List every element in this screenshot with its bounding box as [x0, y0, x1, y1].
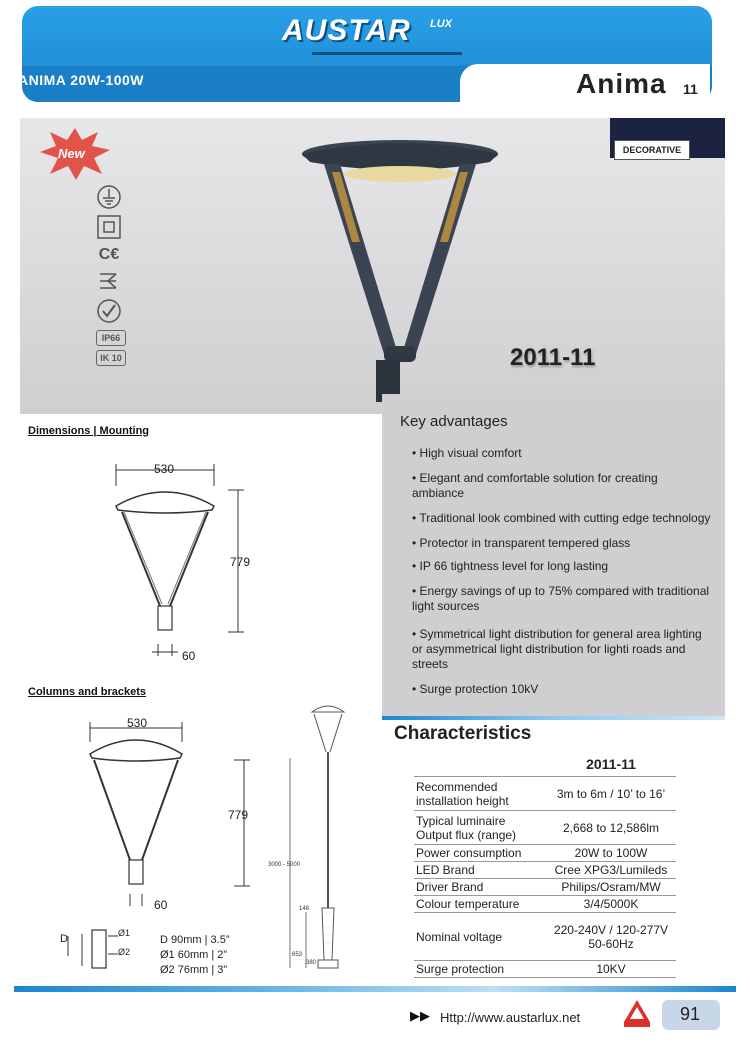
- footer-band: [14, 986, 736, 992]
- pole-drawing: [286, 698, 366, 974]
- advantages-title: Key advantages: [400, 413, 508, 430]
- table-row: [414, 811, 676, 845]
- pole-dim-a: 148: [299, 906, 310, 912]
- website-link[interactable]: Http://www.austarlux.net: [440, 1010, 581, 1025]
- product-name: Anima: [576, 68, 667, 99]
- tube-o1-label: Ø1: [118, 928, 131, 938]
- brand-logo: [272, 0, 482, 60]
- emc-mark-icon: [96, 270, 122, 292]
- columns-label: Columns and brackets: [28, 686, 146, 698]
- category-tag: DECORATIVE: [614, 140, 690, 160]
- footer-logo-icon: [622, 998, 652, 1028]
- page-number: 91: [680, 1004, 701, 1024]
- table-row: [414, 862, 676, 879]
- advantage-item: • IP 66 tightness level for long lasting: [412, 559, 609, 573]
- tube-spec-d: D 90mm | 3.5”: [160, 934, 230, 946]
- advantage-item: • Energy savings of up to 75% compared with traditional light sources: [412, 584, 710, 613]
- row-value: 10KV: [546, 961, 676, 978]
- row-value: 3m to 6m / 10’ to 16’: [546, 777, 676, 811]
- table-row: [414, 777, 676, 811]
- dimension-height: 779: [230, 555, 251, 569]
- row-value: Philips/Osram/MW: [546, 879, 676, 896]
- row-label: Nominal voltage: [414, 913, 546, 961]
- advantage-item: • Traditional look combined with cutting edge technology: [412, 511, 711, 525]
- row-value: 220-240V / 120-277V 50-60Hz: [546, 913, 676, 961]
- table-row: [414, 961, 676, 978]
- dimension-width: 530: [154, 462, 175, 476]
- row-label: Surge protection: [414, 961, 546, 978]
- ip66-badge: IP66: [96, 330, 126, 346]
- row-label: Power consumption: [414, 845, 546, 862]
- column-width: 530: [127, 716, 148, 730]
- row-value: Cree XPG3/Lumileds: [546, 862, 676, 879]
- row-label: LED Brand: [414, 862, 546, 879]
- advantage-item: • Symmetrical light distribution for general area lighting or asymmetrical light distribution for lighti roads and streets: [412, 627, 702, 671]
- logo-underline: [312, 52, 462, 55]
- row-label: Colour temperature: [414, 896, 546, 913]
- characteristics-table: [414, 752, 676, 978]
- pole-dim-b: 653: [292, 952, 303, 958]
- dimensions-label: Dimensions | Mounting: [28, 425, 150, 437]
- table-header-model: 2011-11: [546, 752, 676, 777]
- ik10-badge: IK 10: [96, 350, 126, 366]
- table-header-empty: [414, 752, 546, 777]
- column-base: 60: [154, 898, 168, 912]
- new-badge-text: New: [58, 146, 85, 161]
- advantage-item: • Elegant and comfortable solution for creating ambiance: [412, 471, 658, 500]
- rohs-icon: [96, 298, 122, 324]
- tube-spec-o2: Ø2 76mm | 3”: [160, 964, 228, 976]
- advantages-list: [412, 446, 712, 707]
- table-row: [414, 879, 676, 896]
- table-row: [414, 913, 676, 961]
- brand-name: AUSTAR: [282, 14, 411, 47]
- lamp-product-image: [300, 132, 500, 407]
- arrows-icon: ▶▶: [410, 1008, 430, 1023]
- tube-o2-label: Ø2: [118, 947, 131, 957]
- tube-d-label: D: [60, 933, 68, 945]
- brand-suffix: LUX: [430, 18, 452, 30]
- row-label: Recommended installation height: [414, 777, 546, 811]
- row-value: 20W to 100W: [546, 845, 676, 862]
- product-range: ANIMA 20W-100W: [18, 72, 144, 88]
- table-row: [414, 896, 676, 913]
- row-value: 3/4/5000K: [546, 896, 676, 913]
- ground-icon: [96, 184, 122, 210]
- row-value: 2,668 to 12,586lm: [546, 811, 676, 845]
- column-height: 779: [228, 808, 249, 822]
- page-index: 11: [683, 81, 698, 97]
- tube-spec-o1: Ø1 60mm | 2”: [160, 949, 228, 961]
- advantage-item: • Surge protection 10kV: [412, 682, 539, 696]
- model-code: 2011-11: [510, 344, 596, 371]
- table-header-row: [414, 752, 676, 777]
- ce-mark-icon: C€: [98, 246, 120, 263]
- table-row: [414, 845, 676, 862]
- row-label: Typical luminaire Output flux (range): [414, 811, 546, 845]
- row-label: Driver Brand: [414, 879, 546, 896]
- pole-height-label: 3000 - 5000: [268, 862, 301, 868]
- double-insulation-icon: [96, 214, 122, 240]
- characteristics-title: Characteristics: [394, 723, 532, 744]
- characteristics-divider: [382, 716, 725, 720]
- pole-dim-c: 380: [306, 960, 317, 966]
- dimension-base: 60: [182, 649, 196, 663]
- advantage-item: • High visual comfort: [412, 446, 522, 460]
- advantage-item: • Protector in transparent tempered glass: [412, 536, 631, 550]
